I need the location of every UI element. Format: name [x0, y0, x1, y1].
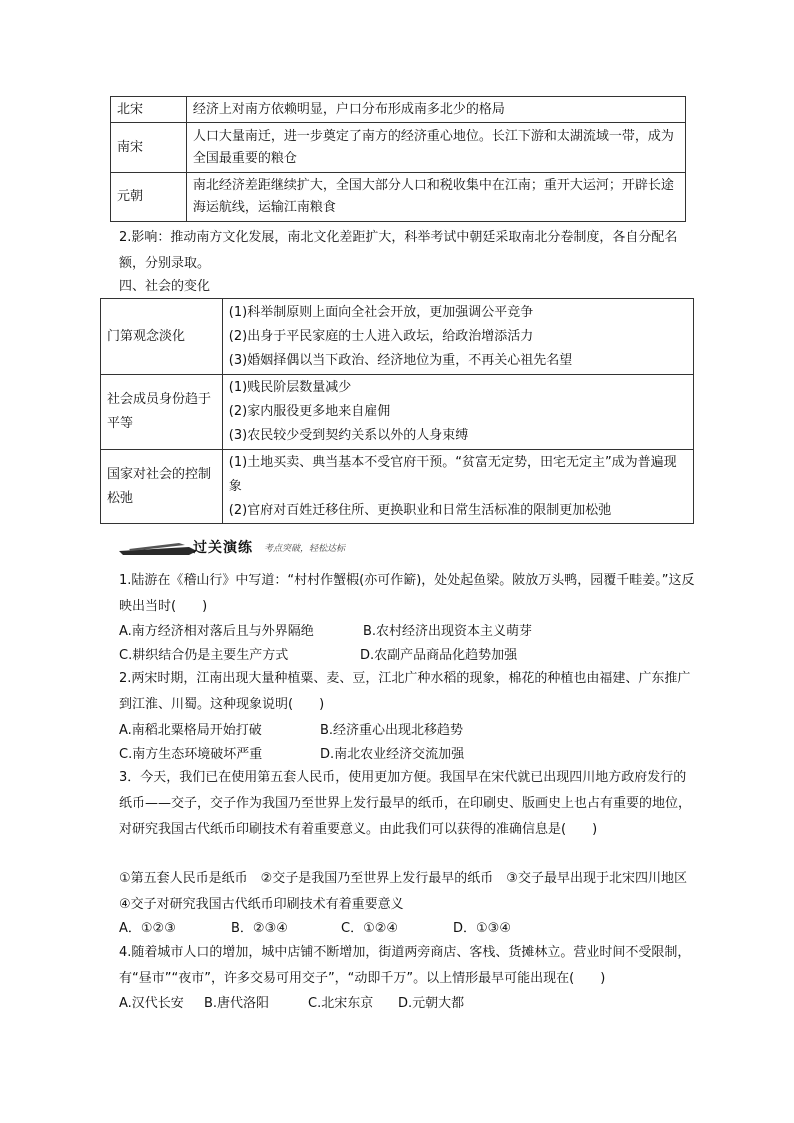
points-cell — [222, 299, 693, 375]
point-item: (2)出身于平民家庭的士人进入政坛，给政治增添活力 — [228, 328, 534, 344]
section-heading: 四、社会的变化 — [119, 279, 211, 294]
era-desc-cell: 经济上对南方依赖明显，户口分布形成南多北少的格局 — [186, 97, 685, 123]
option-a: A．①②③ — [119, 921, 176, 936]
option-b: B.唐代洛阳 — [204, 996, 270, 1011]
question-stem: 4.随着城市人口的增加，城中店铺不断增加，街道两旁商店、客栈、货摊林立。营业时间不受限制，有“昼市”“夜市”，许多交易可用交子”，“动即千万”。以上情形最早可能出现在( ) — [119, 945, 691, 986]
influence-paragraph: 2.影响：推动南方文化发展，南北文化差距扩大，科举考试中朝廷采取南北分卷制度，各自分配名额，分别录取。 — [119, 230, 678, 271]
point-item: (1)土地买卖、典当基本不受官府干预。“贫富无定势，田宅无定主”成为普遍现象 — [228, 454, 677, 494]
point-item: (1)科举制原则上面向全社会开放，更加强调公平竞争 — [228, 304, 534, 320]
option-a: A.南方经济相对落后且与外界隔绝 — [119, 624, 314, 639]
banner-title: 过关演练 — [193, 540, 253, 556]
option-c: C．①②④ — [341, 921, 399, 936]
era-desc-cell: 人口大量南迁，进一步奠定了南方的经济重心地位。长江下游和太湖流域一带，成为全国最重要的粮仓 — [186, 123, 685, 173]
topic-cell: 国家对社会的控制松弛 — [101, 450, 223, 524]
practice-banner — [119, 537, 349, 559]
point-item: (2)官府对百姓迁移住所、更换职业和日常生活标准的限制更加松弛 — [228, 502, 612, 518]
era-desc-cell: 南北经济差距继续扩大，全国大部分人口和税收集中在江南；重开大运河；开辟长途海运航线，运输江南粮食 — [186, 173, 685, 222]
option-d: D.农副产品商品化趋势加强 — [360, 648, 518, 663]
question-stem: 1.陆游在《稽山行》中写道：“村村作蟹椵(亦可作簖)，处处起鱼梁。陂放万头鸭，园覆千畦姜。”这反映出当时( ) — [119, 573, 695, 614]
option-d: D．①③④ — [453, 921, 511, 936]
topic-cell: 门第观念淡化 — [101, 299, 223, 375]
point-item: (3)农民较少受到契约关系以外的人身束缚 — [228, 428, 469, 443]
option-a: A.汉代长安 — [119, 996, 184, 1011]
point-item: (1)贱民阶层数量减少 — [228, 380, 352, 395]
points-cell — [222, 450, 693, 524]
option-b: B.农村经济出现资本主义萌芽 — [363, 624, 533, 639]
option-b: B.经济重心出现北移趋势 — [320, 723, 464, 738]
option-c: C.南方生态环境破坏严重 — [119, 747, 263, 762]
option-b: B．②③④ — [231, 921, 288, 936]
point-item: (3)婚姻择偶以当下政治、经济地位为重，不再关心祖先名望 — [228, 352, 573, 368]
banner-swoosh-icon — [119, 537, 199, 559]
point-item: (2)家内服役更多地来自雇佣 — [228, 404, 391, 419]
banner-subtitle: 考点突破，轻松达标 — [264, 544, 346, 554]
question-stem: 2.两宋时期，江南出现大量种植粟、麦、豆，江北广种水稻的现象，棉花的种植也由福建、广东推广到江淮、川蜀。这种现象说明( ) — [119, 671, 691, 712]
era-cell: 北宋 — [111, 97, 187, 123]
option-d: D.元朝大都 — [398, 996, 465, 1011]
option-a: A.南稻北粟格局开始打破 — [119, 723, 262, 738]
option-d: D.南北农业经济交流加强 — [320, 747, 465, 762]
society-table — [100, 298, 694, 524]
era-cell: 南宋 — [111, 123, 187, 173]
option-c: C.北宋东京 — [308, 996, 374, 1011]
statement-list: ①第五套人民币是纸币 ②交子是我国乃至世界上发行最早的纸币 ③交子最早出现于北宋四川地区 ④交子对研究我国古代纸币印刷技术有着重要意义 — [119, 871, 700, 912]
era-cell: 元朝 — [111, 173, 187, 222]
economy-table — [110, 96, 686, 222]
option-c: C.耕织结合仍是主要生产方式 — [119, 648, 289, 663]
question-stem: 3．今天，我们已在使用第五套人民币，使用更加方便。我国早在宋代就已出现四川地方政府发行的纸币——交子，交子作为我国乃至世界上发行最早的纸币，在印刷史、版画史上也占有重要的地位，对研究我国古代纸币印刷技术有着重要意义。由此我们可以获得的准确信息是( ) — [119, 770, 692, 837]
topic-cell: 社会成员身份趋于平等 — [101, 375, 223, 450]
points-cell — [222, 375, 693, 450]
